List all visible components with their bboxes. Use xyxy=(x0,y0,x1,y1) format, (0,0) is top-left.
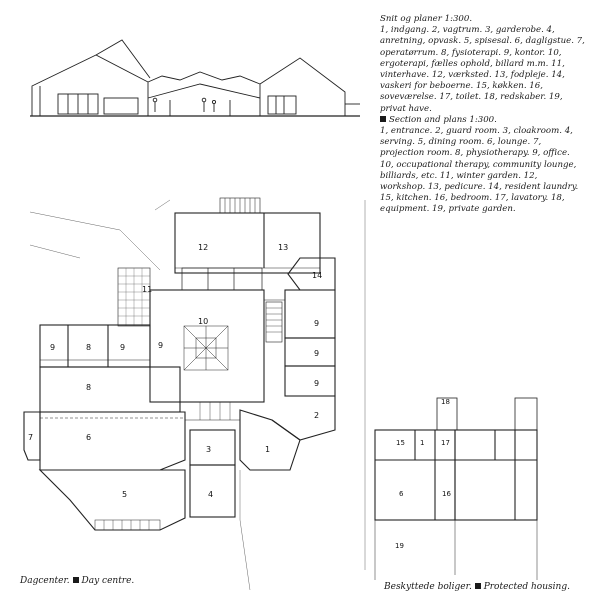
building-section xyxy=(30,40,360,116)
day-centre-caption-en: Day centre. xyxy=(81,576,135,586)
housing-label-1: 1 xyxy=(420,439,425,447)
housing-label-15: 15 xyxy=(396,439,405,447)
room-label-9-left-2: 9 xyxy=(120,343,126,352)
legend-caption xyxy=(380,14,585,216)
room-label-8-small: 8 xyxy=(86,343,92,352)
legend-text-en: 1, entrance. 2, guard room. 3, cloakroom. 4, serving. 5, dining room. 6, lounge. 7, projection room. 8, physiotherapy. 9, office. 10, occupational therapy, community lounge, billiards, etc. 11, winter garden. 12, workshop. 13, pedicure. 14, resident laundry. 15, kitchen. 16, bedroom. 17, lavatory. 18, equipment. 19, private garden. xyxy=(380,126,579,215)
room-label-13: 13 xyxy=(278,243,289,252)
room-label-9-right-1: 9 xyxy=(314,319,320,328)
housing-label-19: 19 xyxy=(395,542,404,550)
day-centre-caption-da: Dagcenter. xyxy=(20,576,70,586)
housing-plan xyxy=(375,398,537,580)
room-label-6: 6 xyxy=(86,433,92,442)
legend-heading-da: Snit og planer 1:300. xyxy=(380,14,473,24)
room-label-1: 1 xyxy=(265,445,271,454)
room-label-4: 4 xyxy=(208,490,214,499)
housing-label-16: 16 xyxy=(442,490,451,498)
room-label-9-left-1: 9 xyxy=(50,343,56,352)
day-centre-caption xyxy=(20,576,134,586)
room-label-12: 12 xyxy=(198,243,209,252)
housing-label-18: 18 xyxy=(441,398,450,406)
room-label-3: 3 xyxy=(206,445,212,454)
square-bullet-icon xyxy=(475,583,481,589)
room-label-14: 14 xyxy=(312,271,323,280)
room-label-11: 11 xyxy=(142,285,153,294)
room-labels xyxy=(28,243,451,550)
housing-label-6: 6 xyxy=(399,490,404,498)
housing-caption xyxy=(384,582,570,592)
room-label-9-left-3: 9 xyxy=(158,341,164,350)
room-label-10: 10 xyxy=(198,317,209,326)
day-centre-plan xyxy=(24,198,365,590)
legend-heading-en xyxy=(380,115,585,126)
room-label-9-right-2: 9 xyxy=(314,349,320,358)
housing-label-17: 17 xyxy=(441,439,450,447)
legend-text-da: 1, indgang. 2, vagtrum. 3, garderobe. 4, anretning, opvask. 5, spisesal. 6, dagligstue. 7, operatørrum. 8, fysioterapi. 9, kontor. 10, ergoterapi, fælles ophold, billard m.m. 11, vinterhave. 12, værksted. 13, fodpleje. 14, vaskeri for beboerne. 15, køkken. 16, soveværelse. 17, toilet. 18, redskaber. 19, privat have. xyxy=(380,25,585,114)
room-label-9-right-3: 9 xyxy=(314,379,320,388)
room-label-7: 7 xyxy=(28,433,34,442)
housing-caption-da: Beskyttede boliger. xyxy=(384,582,472,592)
room-label-8: 8 xyxy=(86,383,92,392)
square-bullet-icon xyxy=(73,577,79,583)
room-label-2: 2 xyxy=(314,411,320,420)
housing-caption-en: Protected housing. xyxy=(483,582,570,592)
square-bullet-icon xyxy=(380,116,386,122)
legend-heading-en-text: Section and plans 1:300. xyxy=(389,114,497,125)
room-label-5: 5 xyxy=(122,490,128,499)
